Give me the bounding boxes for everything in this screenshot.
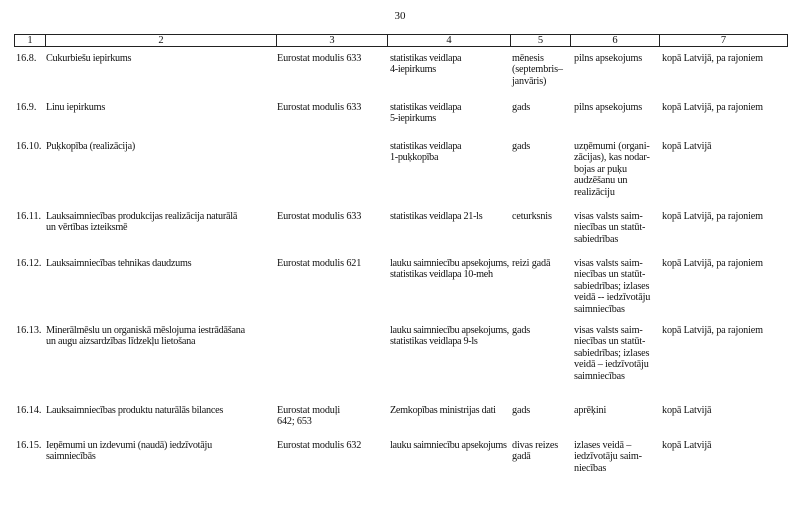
data-form-cell (390, 211, 510, 222)
source-module-cell (277, 102, 387, 113)
coverage-line: realizāciju (574, 186, 615, 198)
periodicity-line: gads (512, 102, 531, 113)
aggregation-level-cell (662, 405, 792, 416)
source-module-line: Eurostat moduļi (277, 405, 341, 416)
page-number: 30 (394, 10, 406, 22)
periodicity-line: ceturksnis (512, 211, 552, 222)
data-form-line: 5-iepirkums (390, 113, 436, 125)
data-form-line: statistikas veidlapa (390, 141, 462, 152)
indicator-name-cell (46, 258, 274, 269)
data-form-line: statistikas veidlapa 10-meh (390, 269, 493, 281)
aggregation-level-line: kopā Latvijā, pa rajoniem (662, 325, 763, 336)
source-module-cell (277, 258, 387, 269)
coverage-line: niecības un statūt- (574, 336, 646, 348)
aggregation-level-line: kopā Latvijā, pa rajoniem (662, 53, 763, 64)
aggregation-level-line: kopā Latvijā, pa rajoniem (662, 258, 763, 269)
periodicity-line: gads (512, 325, 531, 336)
coverage-cell (574, 102, 662, 113)
data-form-line: lauku saimniecību apsekojums, (390, 258, 509, 269)
coverage-cell (574, 211, 662, 245)
data-form-line: statistikas veidlapa 21-ls (390, 211, 483, 222)
periodicity-line: (septembris– (512, 64, 563, 76)
coverage-line: veidā – iedzīvotāju (574, 359, 649, 371)
coverage-cell (574, 405, 662, 416)
periodicity-line: gadā (512, 451, 531, 463)
coverage-line: bojas ar puķu (574, 163, 627, 175)
periodicity-line: divas reizes (512, 440, 559, 451)
table-header-row (14, 34, 788, 47)
row-number-cell: 16.14. (16, 405, 42, 416)
indicator-name-line: un vērtības izteiksmē (46, 222, 128, 234)
aggregation-level-line: kopā Latvijā (662, 440, 712, 451)
indicator-name-cell (46, 405, 274, 416)
indicator-name-line: Linu iepirkums (46, 102, 106, 113)
source-module-cell (277, 405, 387, 428)
row-number-cell: 16.8. (16, 53, 37, 64)
source-module-line: 642; 653 (277, 416, 312, 428)
coverage-line: izlases veidā – (574, 440, 632, 451)
coverage-line: audzēšanu un (574, 175, 628, 187)
periodicity-line: gads (512, 405, 531, 416)
indicator-name-cell (46, 102, 274, 113)
data-form-cell (390, 440, 510, 451)
row-number-cell: 16.11. (16, 211, 42, 222)
column-header-7: 7 (659, 35, 787, 46)
aggregation-level-cell (662, 258, 792, 269)
coverage-cell (574, 258, 662, 315)
column-header-4: 4 (387, 35, 510, 46)
column-header-3: 3 (276, 35, 387, 46)
coverage-line: pilns apsekojums (574, 102, 643, 113)
coverage-line: saimniecības (574, 370, 625, 382)
periodicity-cell (512, 53, 572, 87)
aggregation-level-line: kopā Latvijā, pa rajoniem (662, 102, 763, 113)
indicator-name-line: Ieņēmumi un izdevumi (naudā) iedzīvotāju (46, 440, 212, 451)
source-module-cell (277, 53, 387, 64)
indicator-name-line: Lauksaimniecības produktu naturālās bilances (46, 405, 224, 416)
periodicity-cell (512, 440, 572, 463)
periodicity-cell (512, 102, 572, 113)
aggregation-level-cell (662, 325, 792, 336)
indicator-name-cell (46, 141, 274, 152)
data-form-line: statistikas veidlapa (390, 102, 462, 113)
aggregation-level-line: kopā Latvijā (662, 141, 712, 152)
data-form-cell (390, 325, 510, 348)
indicator-name-cell (46, 211, 274, 234)
data-form-line: lauku saimniecību apsekojums (390, 440, 507, 451)
periodicity-cell (512, 258, 572, 269)
indicator-name-line: Cukurbiešu iepirkums (46, 53, 132, 64)
periodicity-cell (512, 325, 572, 336)
indicator-name-cell (46, 325, 274, 348)
row-number-cell: 16.15. (16, 440, 42, 451)
coverage-cell (574, 325, 662, 382)
source-module-line: Eurostat modulis 633 (277, 102, 362, 113)
source-module-line: Eurostat modulis 621 (277, 258, 362, 269)
row-number-cell: 16.12. (16, 258, 42, 269)
indicator-name-line: Minerālmēslu un organiskā mēslojuma iestrādāšana (46, 325, 245, 336)
coverage-line: aprēķini (574, 405, 607, 416)
coverage-line: niecības un statūt- (574, 222, 646, 234)
coverage-line: niecības (574, 462, 607, 474)
periodicity-cell (512, 211, 572, 222)
data-form-line: statistikas veidlapa (390, 53, 462, 64)
aggregation-level-cell (662, 141, 792, 152)
coverage-line: visas valsts saim- (574, 211, 643, 222)
coverage-line: sabiedrības; izlases (574, 347, 650, 359)
source-module-line: Eurostat modulis 633 (277, 211, 362, 222)
data-form-line: 1-puķkopība (390, 152, 439, 164)
aggregation-level-cell (662, 440, 792, 451)
aggregation-level-line: kopā Latvijā (662, 405, 712, 416)
data-form-cell (390, 102, 510, 125)
periodicity-cell (512, 141, 572, 152)
coverage-line: veidā -- iedzīvotāju (574, 292, 651, 304)
indicator-name-line: Puķkopība (realizācija) (46, 141, 136, 152)
data-form-cell (390, 405, 510, 416)
indicator-name-line: saimniecībās (46, 451, 96, 463)
aggregation-level-cell (662, 211, 792, 222)
periodicity-line: janvāris) (512, 75, 547, 87)
coverage-cell (574, 53, 662, 64)
coverage-line: sabiedrības; izlases (574, 280, 650, 292)
column-header-6: 6 (570, 35, 659, 46)
data-form-line: 4-iepirkums (390, 64, 436, 76)
indicator-name-cell (46, 440, 274, 463)
data-form-line: Zemkopības ministrijas dati (390, 405, 496, 416)
row-number-cell: 16.13. (16, 325, 42, 336)
periodicity-line: gads (512, 141, 531, 152)
source-module-cell (277, 211, 387, 222)
aggregation-level-cell (662, 53, 792, 64)
periodicity-line: reizi gadā (512, 258, 551, 269)
periodicity-cell (512, 405, 572, 416)
coverage-line: visas valsts saim- (574, 325, 643, 336)
source-module-cell (277, 440, 387, 451)
data-form-line: statistikas veidlapa 9-ls (390, 336, 478, 348)
aggregation-level-cell (662, 102, 792, 113)
column-header-5: 5 (510, 35, 570, 46)
aggregation-level-line: kopā Latvijā, pa rajoniem (662, 211, 763, 222)
coverage-line: iedzīvotāju saim- (574, 451, 642, 463)
coverage-line: saimniecības (574, 303, 625, 315)
data-form-cell (390, 258, 510, 281)
column-header-1: 1 (27, 35, 33, 46)
periodicity-line: mēnesis (512, 53, 544, 64)
coverage-line: pilns apsekojums (574, 53, 643, 64)
coverage-line: sabiedrības (574, 233, 619, 245)
coverage-line: visas valsts saim- (574, 258, 643, 269)
data-form-cell (390, 53, 510, 76)
row-number-cell: 16.9. (16, 102, 37, 113)
indicator-name-line: Lauksaimniecības tehnikas daudzums (46, 258, 192, 269)
data-form-cell (390, 141, 510, 164)
coverage-cell (574, 440, 662, 474)
coverage-line: niecības un statūt- (574, 269, 646, 281)
indicator-name-cell (46, 53, 274, 64)
source-module-line: Eurostat modulis 633 (277, 53, 362, 64)
coverage-line: uzņēmumi (organi- (574, 141, 650, 152)
data-form-line: lauku saimniecību apsekojums, (390, 325, 509, 336)
source-module-line: Eurostat modulis 632 (277, 440, 362, 451)
indicator-name-line: un augu aizsardzības līdzekļu lietošana (46, 336, 196, 348)
coverage-cell (574, 141, 662, 198)
column-header-2: 2 (45, 35, 276, 46)
coverage-line: zācijas), kas nodar- (574, 152, 650, 164)
indicator-name-line: Lauksaimniecības produkcijas realizācija naturālā (46, 211, 238, 222)
row-number-cell: 16.10. (16, 141, 42, 152)
